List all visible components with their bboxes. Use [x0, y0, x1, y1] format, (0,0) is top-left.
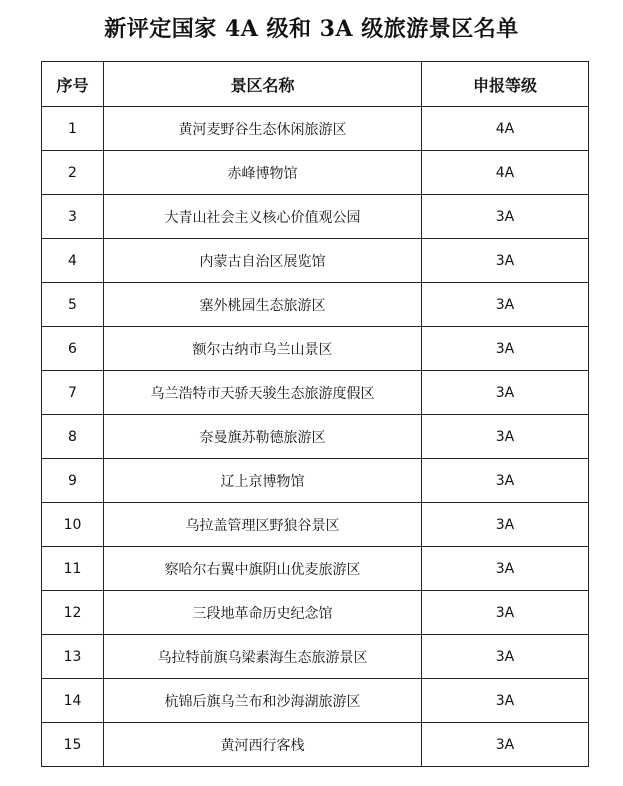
cell-serial-number: 6	[42, 327, 104, 371]
cell-level: 3A	[422, 591, 589, 635]
cell-level: 3A	[422, 459, 589, 503]
cell-serial-number: 3	[42, 195, 104, 239]
table-row	[42, 591, 589, 635]
cell-scenic-name: 奈曼旗苏勒德旅游区	[104, 415, 422, 459]
cell-serial-number: 11	[42, 547, 104, 591]
table-body	[42, 107, 589, 767]
cell-serial-number: 9	[42, 459, 104, 503]
table-row	[42, 679, 589, 723]
table-row	[42, 195, 589, 239]
table-row	[42, 107, 589, 151]
table-row	[42, 239, 589, 283]
table-row	[42, 635, 589, 679]
cell-serial-number: 12	[42, 591, 104, 635]
cell-level: 3A	[422, 371, 589, 415]
cell-scenic-name: 黄河西行客栈	[104, 723, 422, 767]
cell-scenic-name: 塞外桃园生态旅游区	[104, 283, 422, 327]
table-row	[42, 371, 589, 415]
table-row	[42, 547, 589, 591]
table-row	[42, 459, 589, 503]
cell-scenic-name: 乌兰浩特市天骄天骏生态旅游度假区	[104, 371, 422, 415]
cell-serial-number: 4	[42, 239, 104, 283]
cell-level: 3A	[422, 327, 589, 371]
cell-scenic-name: 三段地革命历史纪念馆	[104, 591, 422, 635]
cell-level: 3A	[422, 239, 589, 283]
table-row	[42, 503, 589, 547]
cell-level: 4A	[422, 107, 589, 151]
cell-scenic-name: 察哈尔右翼中旗阴山优麦旅游区	[104, 547, 422, 591]
cell-scenic-name: 杭锦后旗乌兰布和沙海湖旅游区	[104, 679, 422, 723]
cell-level: 3A	[422, 723, 589, 767]
cell-serial-number: 7	[42, 371, 104, 415]
cell-level: 3A	[422, 679, 589, 723]
cell-serial-number: 1	[42, 107, 104, 151]
table-row	[42, 283, 589, 327]
cell-scenic-name: 赤峰博物馆	[104, 151, 422, 195]
cell-scenic-name: 乌拉特前旗乌梁素海生态旅游景区	[104, 635, 422, 679]
cell-level: 3A	[422, 415, 589, 459]
cell-serial-number: 13	[42, 635, 104, 679]
table-row	[42, 327, 589, 371]
cell-scenic-name: 黄河麦野谷生态休闲旅游区	[104, 107, 422, 151]
cell-level: 3A	[422, 283, 589, 327]
header-serial-number: 序号	[42, 62, 104, 107]
page-title: 新评定国家 4A 级和 3A 级旅游景区名单	[104, 16, 519, 42]
cell-serial-number: 10	[42, 503, 104, 547]
table-header-row	[42, 62, 589, 107]
cell-serial-number: 15	[42, 723, 104, 767]
cell-serial-number: 14	[42, 679, 104, 723]
table-row	[42, 415, 589, 459]
cell-level: 4A	[422, 151, 589, 195]
header-level: 申报等级	[422, 62, 589, 107]
header-scenic-name: 景区名称	[104, 62, 422, 107]
table-row	[42, 151, 589, 195]
cell-serial-number: 2	[42, 151, 104, 195]
cell-level: 3A	[422, 547, 589, 591]
cell-scenic-name: 大青山社会主义核心价值观公园	[104, 195, 422, 239]
cell-scenic-name: 额尔古纳市乌兰山景区	[104, 327, 422, 371]
cell-level: 3A	[422, 195, 589, 239]
cell-serial-number: 8	[42, 415, 104, 459]
cell-serial-number: 5	[42, 283, 104, 327]
scenic-area-table	[41, 61, 589, 767]
cell-scenic-name: 辽上京博物馆	[104, 459, 422, 503]
cell-level: 3A	[422, 503, 589, 547]
table-row	[42, 723, 589, 767]
cell-level: 3A	[422, 635, 589, 679]
cell-scenic-name: 乌拉盖管理区野狼谷景区	[104, 503, 422, 547]
cell-scenic-name: 内蒙古自治区展览馆	[104, 239, 422, 283]
